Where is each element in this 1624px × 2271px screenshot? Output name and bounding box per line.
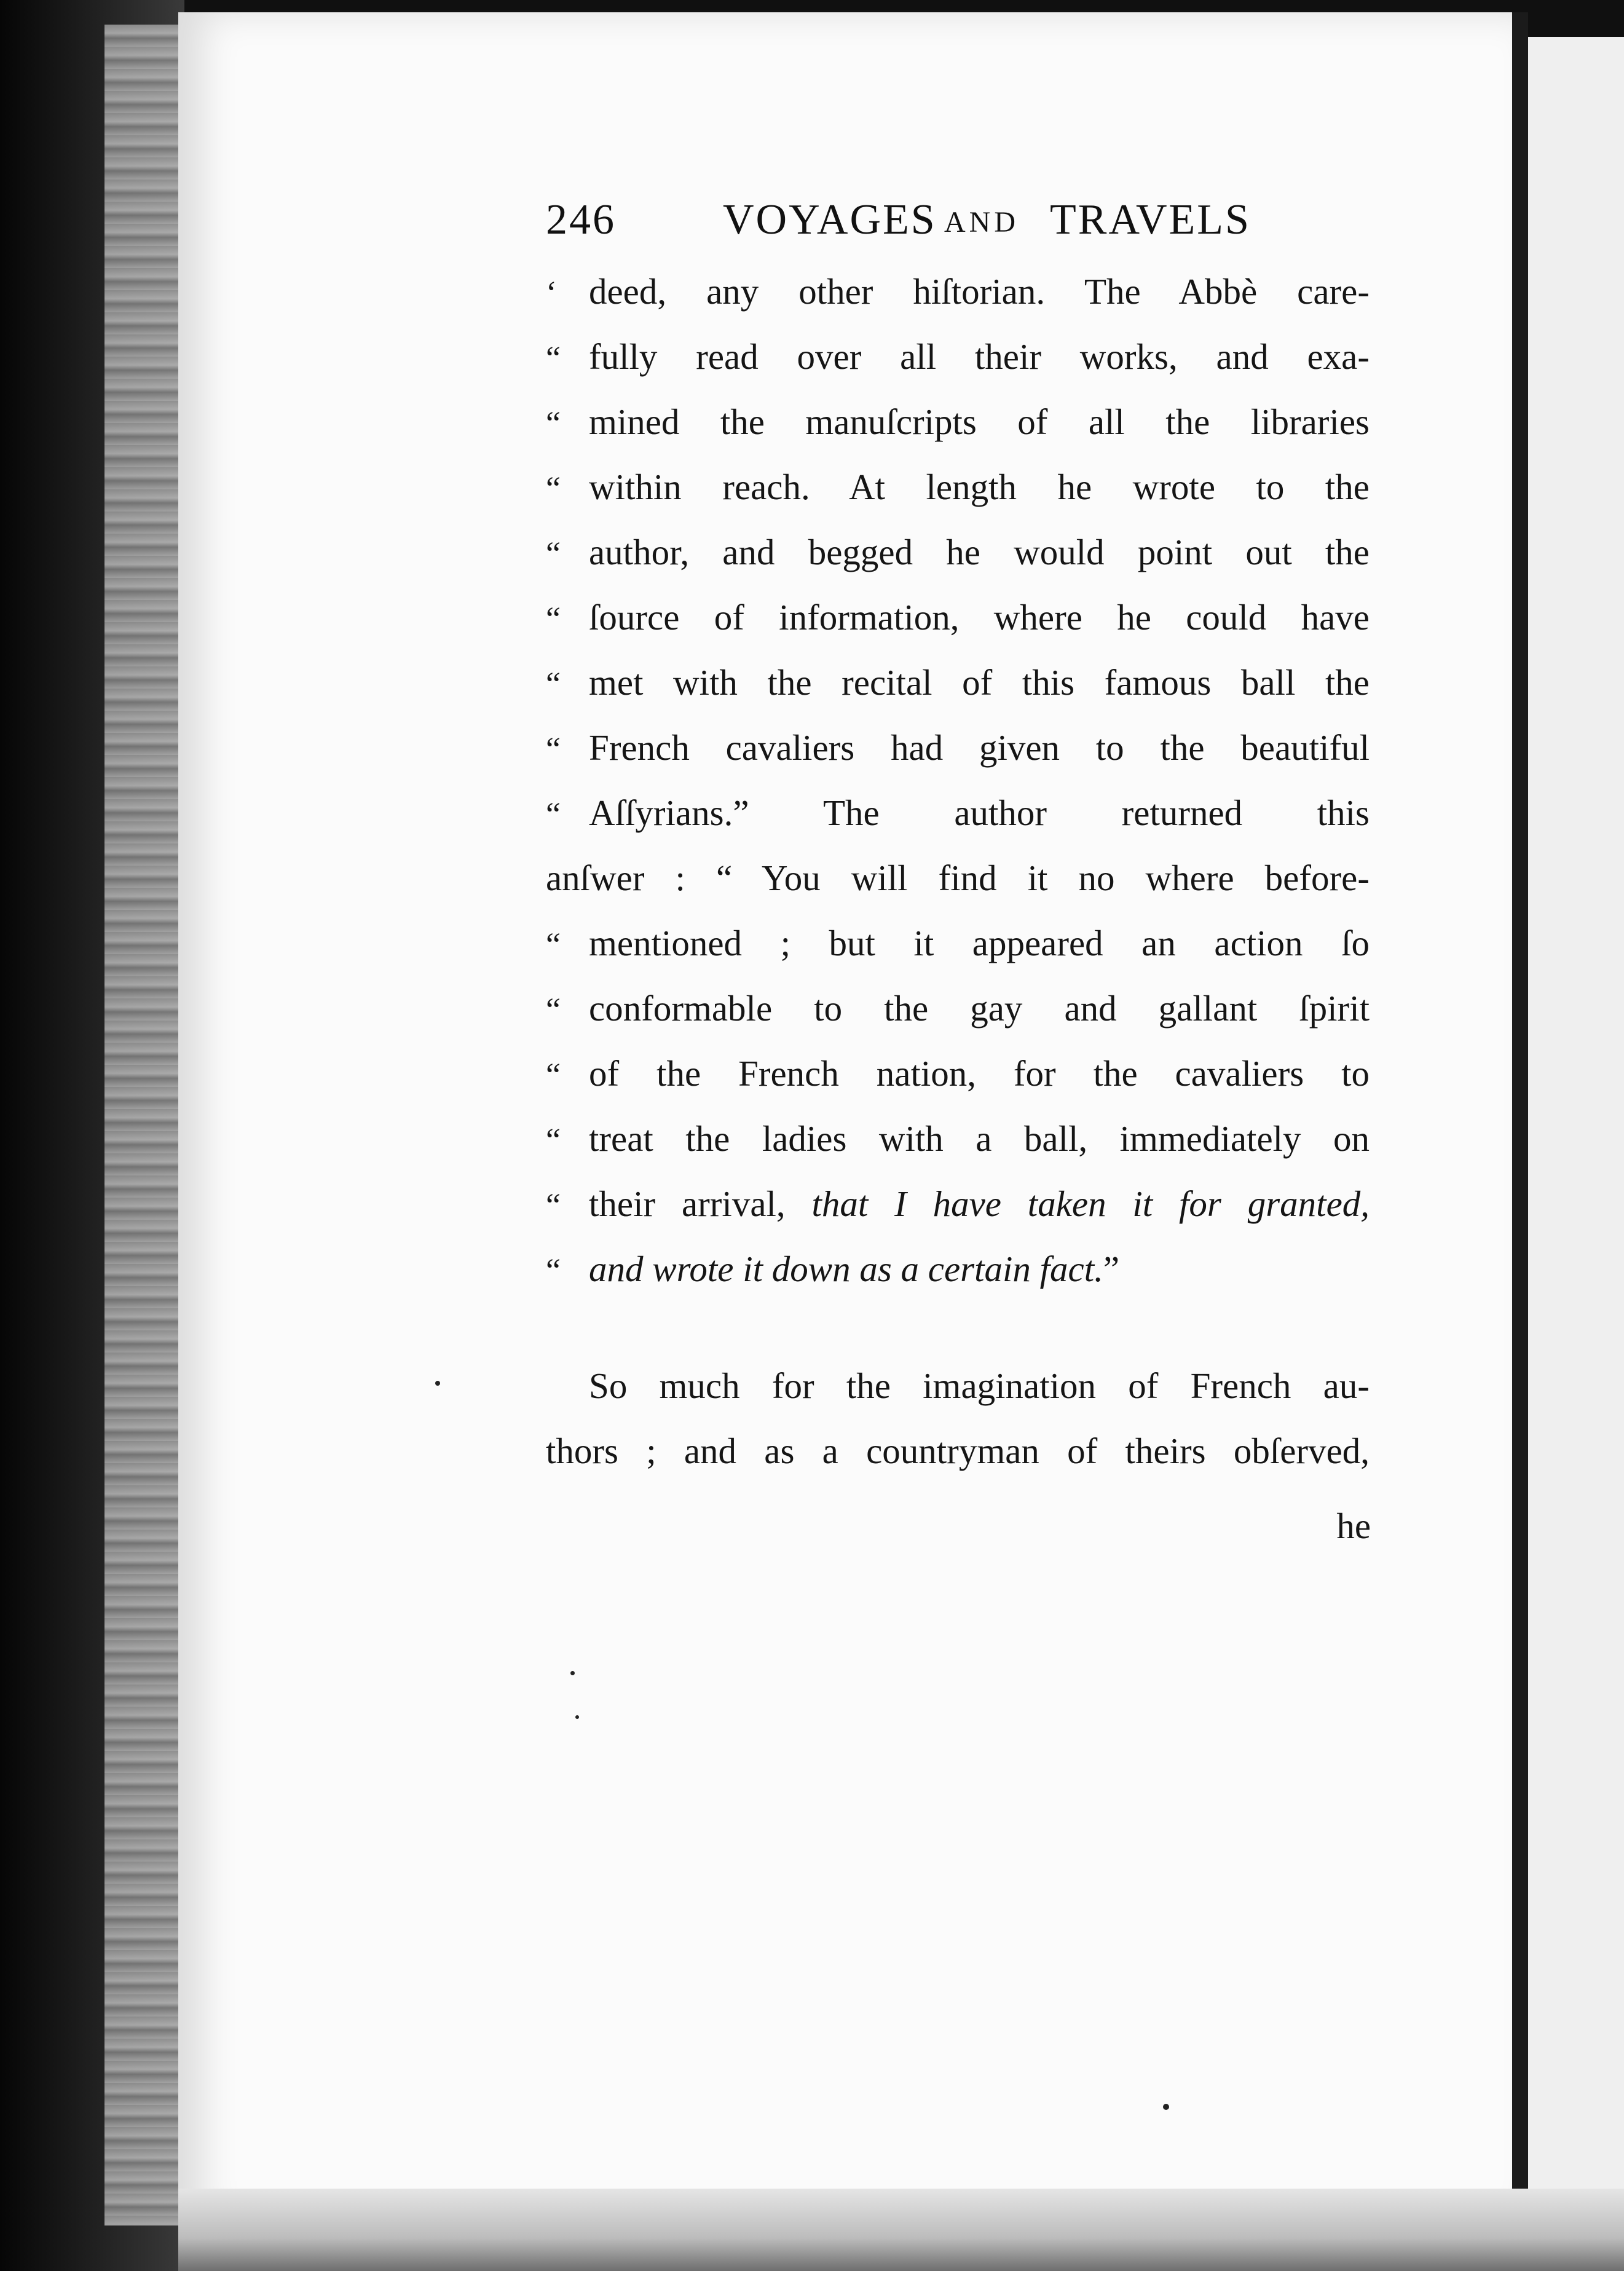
text-line	[546, 466, 1370, 527]
ink-speck	[570, 1671, 575, 1675]
running-head	[546, 196, 1283, 245]
line-text	[589, 1183, 1370, 1232]
text-line	[546, 987, 1370, 1049]
page-bottom-shadow	[178, 2189, 1624, 2271]
italic-text: and wrote it down as a certain fact.	[589, 1249, 1103, 1289]
text-line	[546, 662, 1370, 723]
quote-mark: “	[546, 796, 561, 832]
closing-quote: ”	[1103, 1249, 1120, 1289]
text-line	[546, 401, 1370, 462]
italic-text: that I have taken it for granted,	[811, 1183, 1370, 1224]
line-text: within reach. At length he wrote to the	[589, 467, 1370, 507]
ink-speck	[1163, 2104, 1169, 2110]
running-title-word: VOYAGES	[723, 196, 937, 243]
line-text: ſource of information, where he could have	[589, 597, 1370, 638]
line-text: anſwer : “ You will find it no where before-	[546, 858, 1370, 898]
page-number: 246	[546, 196, 616, 243]
quote-mark: “	[546, 600, 561, 637]
line-text: deed, any other hiſtorian. The Abbè care-	[589, 271, 1370, 312]
text-line	[546, 271, 1370, 332]
quote-mark: “	[546, 665, 561, 702]
text-line	[546, 336, 1370, 397]
ink-speck	[435, 1381, 440, 1386]
quote-mark: “	[546, 926, 561, 963]
quote-mark: “	[546, 405, 561, 441]
text-line	[546, 857, 1370, 918]
line-text: mentioned ; but it appeared an action ſo	[589, 923, 1370, 963]
text-line	[546, 531, 1370, 593]
quote-mark: “	[546, 1252, 561, 1289]
quote-mark: “	[546, 730, 561, 767]
roman-text: their arrival,	[589, 1183, 786, 1224]
text-line	[546, 1365, 1370, 1426]
line-text: met with the recital of this famous ball the	[589, 662, 1370, 703]
quote-mark: “	[546, 1187, 561, 1223]
quote-mark: ‘	[546, 274, 557, 311]
quote-mark: “	[546, 535, 561, 572]
quote-mark: “	[546, 1121, 561, 1158]
text-line-italic	[546, 1248, 1370, 1309]
text-line	[546, 1053, 1370, 1114]
line-text: Aſſyrians.” The author returned this	[589, 792, 1370, 833]
line-text: treat the ladies with a ball, immediately on	[589, 1118, 1370, 1159]
facing-page-sliver	[1528, 37, 1624, 2226]
text-line	[546, 1118, 1370, 1179]
text-line	[546, 596, 1370, 658]
line-text: So much for the imagination of French au-	[589, 1365, 1370, 1406]
text-line-mixed	[546, 1183, 1370, 1244]
text-line	[546, 792, 1370, 853]
quote-mark: “	[546, 470, 561, 507]
line-text: author, and begged he would point out the	[589, 532, 1370, 572]
line-text: of the French nation, for the cavaliers to	[589, 1053, 1370, 1094]
quote-mark: “	[546, 991, 561, 1028]
line-text: thors ; and as a countryman of theirs obſerved,	[546, 1431, 1370, 1471]
ink-speck	[575, 1715, 579, 1719]
line-text: mined the manuſcripts of all the libraries	[589, 401, 1370, 442]
line-text: French cavaliers had given to the beautiful	[589, 727, 1370, 768]
text-line	[546, 1430, 1370, 1491]
quote-mark: “	[546, 339, 561, 376]
text-line	[546, 922, 1370, 984]
line-text: conformable to the gay and gallant ſpirit	[589, 988, 1370, 1029]
line-text: fully read over all their works, and exa-	[589, 336, 1370, 377]
running-title-word: TRAVELS	[1050, 196, 1251, 243]
text-line	[546, 727, 1370, 788]
page-gutter-shadow	[1512, 12, 1528, 2226]
catchword: he	[1336, 1506, 1371, 1546]
running-title-conjunction: AND	[944, 206, 1019, 239]
page-stack-edge	[104, 25, 184, 2226]
quote-mark: “	[546, 1056, 561, 1093]
